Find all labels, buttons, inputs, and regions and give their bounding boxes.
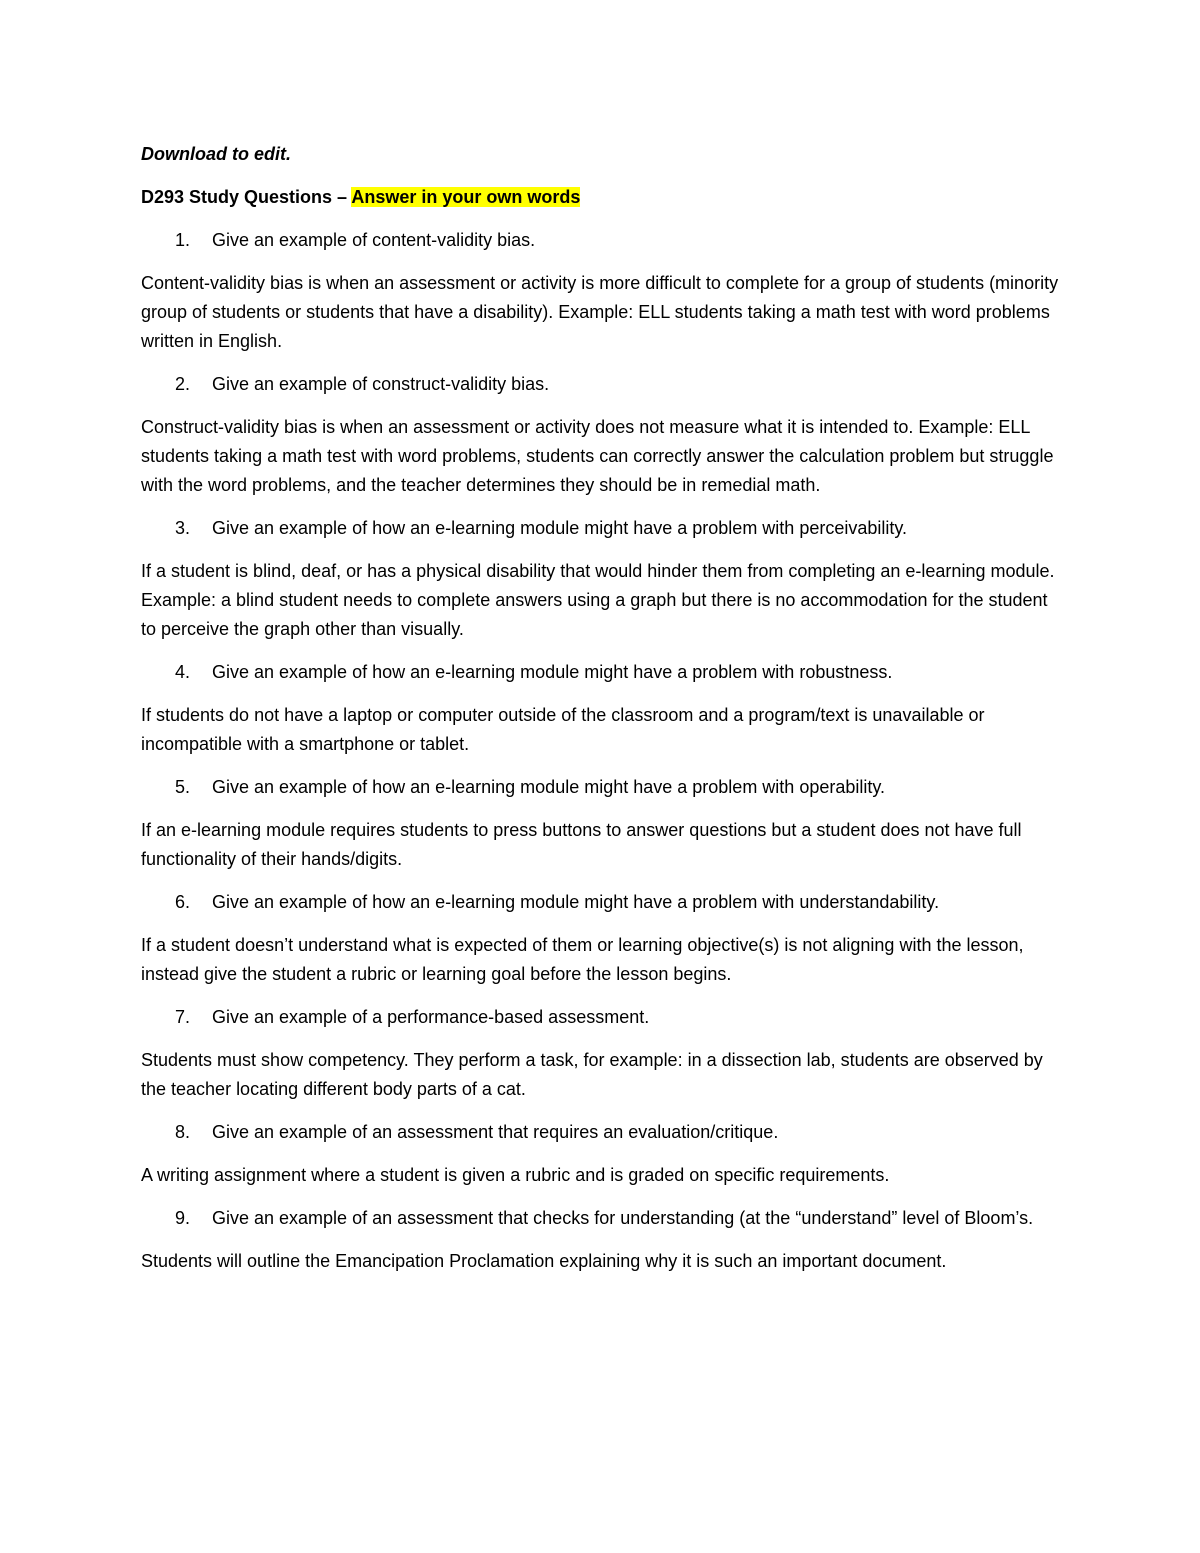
answer-9: Students will outline the Emancipation Proclamation explaining why it is such an important document.	[141, 1251, 947, 1271]
question-text: Give an example of how an e-learning module might have a problem with perceivability.	[212, 518, 908, 538]
question-2	[141, 370, 1061, 399]
question-text: Give an example of how an e-learning module might have a problem with understandability.	[212, 892, 940, 912]
question-4	[141, 658, 1061, 687]
question-text: Give an example of construct-validity bias.	[212, 374, 550, 394]
question-number: 8.	[175, 1122, 191, 1142]
heading-title: D293 Study Questions –	[141, 187, 352, 207]
question-number: 5.	[175, 777, 191, 797]
answer-8: A writing assignment where a student is given a rubric and is graded on specific requirements.	[141, 1165, 890, 1185]
answer-2: Construct-validity bias is when an assessment or activity does not measure what it is intended to. Example: ELL students taking a math test with word problems, students can correctly answer the calculation problem but struggle with the word problems, and the teacher determines they should be in remedial math.	[141, 417, 1054, 495]
answer-5: If an e-learning module requires students to press buttons to answer questions but a student does not have full functionality of their hands/digits.	[141, 820, 1022, 869]
question-text: Give an example of how an e-learning module might have a problem with robustness.	[212, 662, 893, 682]
question-number: 3.	[175, 518, 191, 538]
question-3	[141, 514, 1061, 543]
question-text: Give an example of content-validity bias.	[212, 230, 536, 250]
question-text: Give an example of a performance-based assessment.	[212, 1007, 650, 1027]
question-number: 7.	[175, 1007, 191, 1027]
question-9	[141, 1204, 1061, 1233]
heading-highlight: Answer in your own words	[351, 187, 581, 207]
answer-1: Content-validity bias is when an assessment or activity is more difficult to complete for a group of students (minority group of students or students that have a disability). Example: ELL students taking a math test with word problems written in English.	[141, 273, 1059, 351]
question-text: Give an example of an assessment that requires an evaluation/critique.	[212, 1122, 779, 1142]
answer-3: If a student is blind, deaf, or has a physical disability that would hinder them from completing an e-learning module. Example: a blind student needs to complete answers using a graph but there is no accommodation for the student to perceive the graph other than visually.	[141, 561, 1055, 639]
question-1	[141, 226, 1061, 255]
document-body	[141, 140, 1061, 1290]
document-heading	[141, 183, 1061, 212]
question-text: Give an example of an assessment that checks for understanding (at the “understand” level of Bloom’s.	[212, 1208, 1034, 1228]
question-number: 6.	[175, 892, 191, 912]
question-7	[141, 1003, 1061, 1032]
question-8	[141, 1118, 1061, 1147]
question-number: 9.	[175, 1208, 191, 1228]
question-number: 2.	[175, 374, 191, 394]
question-5	[141, 773, 1061, 802]
question-number: 4.	[175, 662, 191, 682]
answer-4: If students do not have a laptop or computer outside of the classroom and a program/text is unavailable or incompatible with a smartphone or tablet.	[141, 705, 985, 754]
question-6	[141, 888, 1061, 917]
download-note: Download to edit.	[141, 144, 291, 164]
question-number: 1.	[175, 230, 191, 250]
answer-7: Students must show competency. They perform a task, for example: in a dissection lab, students are observed by the teacher locating different body parts of a cat.	[141, 1050, 1043, 1099]
answer-6: If a student doesn’t understand what is expected of them or learning objective(s) is not aligning with the lesson, instead give the student a rubric or learning goal before the lesson begins.	[141, 935, 1024, 984]
question-text: Give an example of how an e-learning module might have a problem with operability.	[212, 777, 886, 797]
